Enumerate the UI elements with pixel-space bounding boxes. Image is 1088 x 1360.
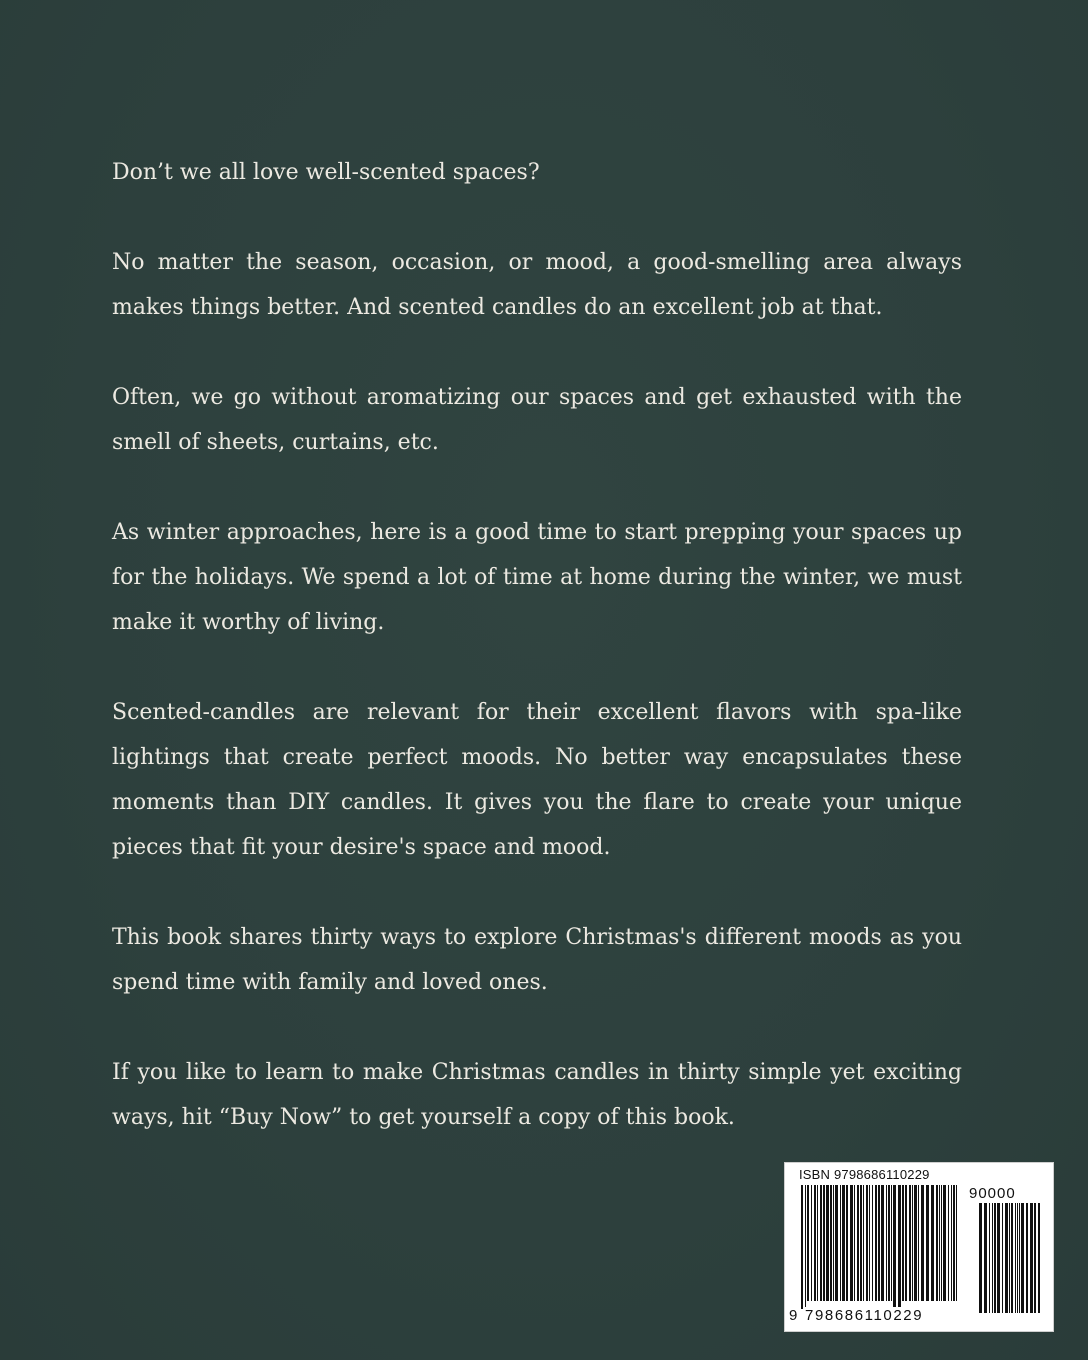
barcode-bar [943, 1185, 946, 1301]
barcode-bar [820, 1185, 822, 1301]
barcode-bar [1030, 1203, 1033, 1313]
barcode-bar [805, 1185, 806, 1309]
barcode-bar [893, 1185, 896, 1309]
barcode-bar [956, 1185, 957, 1301]
barcode-bar [953, 1185, 955, 1301]
blurb-paragraph-4: As winter approaches, here is a good time to start prepping your spaces up for the holidays. We spend a lot of time at home during the winter, we must make it worthy of living. [112, 520, 962, 635]
barcode-bar [869, 1185, 870, 1301]
barcode-bar [1021, 1203, 1024, 1313]
barcode-bar [891, 1185, 892, 1301]
blurb-paragraph-5: Scented-candles are relevant for their excellent flavors with spa-like lightings that create perfect moods. No better way encapsulates these moments than DIY candles. It gives you the flare to create your unique pieces that fit your desire's space and mood. [112, 700, 962, 860]
barcode-bar [840, 1185, 841, 1301]
barcode-bar [914, 1185, 917, 1301]
blurb-text [112, 150, 962, 1185]
isbn-label: ISBN 9798686110229 [799, 1167, 930, 1182]
barcode-bar [941, 1185, 942, 1301]
blurb-paragraph-7: If you like to learn to make Christmas candles in thirty simple yet exciting ways, hit “Buy Now” to get yourself a copy of this book. [112, 1060, 962, 1130]
barcode-bar [881, 1185, 884, 1301]
blurb-paragraph-6: This book shares thirty ways to explore Christmas's different moods as you spend time with family and loved ones. [112, 925, 962, 995]
barcode-bar [842, 1185, 845, 1301]
barcode-bar [1002, 1203, 1003, 1313]
barcode-bar [997, 1203, 1000, 1313]
barcode-bar [912, 1185, 913, 1301]
barcode-bar [936, 1185, 938, 1301]
barcode-bar [801, 1185, 803, 1309]
barcode-bar [863, 1185, 864, 1301]
barcode-bar [926, 1185, 929, 1301]
barcode-bar [817, 1185, 818, 1301]
barcode-bar [994, 1203, 996, 1313]
barcode-bar [989, 1203, 990, 1313]
barcode-bar [984, 1203, 987, 1313]
barcode-bar [826, 1185, 829, 1301]
barcode-bar [939, 1185, 940, 1301]
barcode-bar [807, 1185, 809, 1301]
barcode-bar [886, 1185, 887, 1301]
barcode-bar [866, 1185, 868, 1301]
barcode-bar [951, 1185, 952, 1301]
blurb-paragraph-2: No matter the season, occasion, or mood, a good-smelling area always makes things better. And scented candles do an excellent job at that. [112, 250, 962, 320]
barcode-bar [1034, 1203, 1036, 1313]
barcode-bar [905, 1185, 907, 1301]
barcode-bar [814, 1185, 816, 1301]
barcode-bar [888, 1185, 890, 1301]
barcode-number: 798686110229 [805, 1307, 924, 1324]
barcode-bar [1015, 1203, 1016, 1313]
blurb-paragraph-3: Often, we go without aromatizing our spaces and get exhausted with the smell of sheets, curtains, etc. [112, 385, 962, 455]
barcode-bar [902, 1185, 904, 1301]
barcode-bar [830, 1185, 832, 1301]
barcode-bar [921, 1185, 924, 1301]
barcode-bars [789, 1185, 961, 1309]
isbn-barcode [784, 1162, 1054, 1332]
barcode-bar [872, 1185, 873, 1301]
barcode-bar [1005, 1203, 1008, 1313]
barcode-bar [1026, 1203, 1028, 1313]
blurb-paragraph-1: Don’t we all love well-scented spaces? [112, 160, 540, 185]
barcode-bar [1011, 1203, 1013, 1313]
barcode-bar [850, 1185, 853, 1301]
barcode-digits [789, 1307, 961, 1324]
barcode-bar [992, 1203, 993, 1313]
barcode-bar [931, 1185, 934, 1301]
price-code: 90000 [969, 1185, 1016, 1202]
barcode-bar [979, 1203, 982, 1313]
barcode-bar [823, 1185, 825, 1301]
barcode-lead-digit: 9 [789, 1307, 799, 1324]
barcode-bar [909, 1185, 911, 1301]
barcode-bar [835, 1185, 838, 1301]
barcode-bar [878, 1185, 880, 1301]
barcode-addon-bars [967, 1203, 1045, 1321]
barcode-bar [1017, 1203, 1018, 1313]
barcode-bar [833, 1185, 834, 1301]
barcode-bar [846, 1185, 848, 1301]
barcode-bar [860, 1185, 862, 1301]
barcode-bar [898, 1185, 901, 1309]
barcode-bar [918, 1185, 919, 1301]
barcode-bar [811, 1185, 812, 1301]
barcode-bar [1009, 1203, 1010, 1313]
barcode-bar [857, 1185, 859, 1301]
barcode-bar [1019, 1203, 1020, 1313]
barcode-bar [854, 1185, 855, 1301]
barcode-bar [875, 1185, 877, 1301]
barcode-bar [948, 1185, 949, 1301]
barcode-bar [1038, 1203, 1040, 1313]
